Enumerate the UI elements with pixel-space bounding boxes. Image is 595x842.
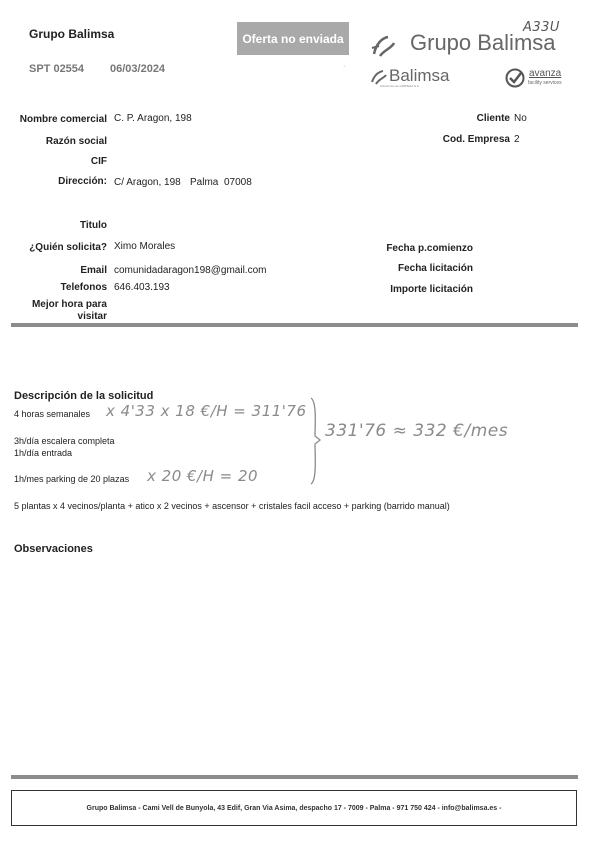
mejor-hora-label [32, 299, 107, 323]
description-line-3: 1h/día entrada [14, 448, 73, 458]
description-heading: Descripción de la solicitud [14, 390, 154, 402]
quien-solicita-value: Ximo Morales [114, 241, 176, 252]
avanza-text: avanza [529, 68, 562, 79]
mejor-hora-label-line1: Mejor hora para [31, 299, 107, 310]
cod-empresa-value: 2 [514, 134, 520, 145]
cif-label: CIF [90, 156, 107, 167]
handwritten-calc-1: x 4'33 x 18 €/H = 311'76 [106, 402, 307, 420]
cliente-value: No [514, 113, 527, 124]
description-line-5: 5 plantas x 4 vecinos/planta + atico x 2 vecinos + ascensor + cristales facil acceso + parking (barrido manual) [14, 501, 450, 511]
observaciones-heading: Observaciones [14, 543, 93, 555]
stray-mark: · [343, 63, 346, 70]
ciudad-value: Palma [190, 177, 219, 188]
handwritten-brace-icon [309, 396, 321, 486]
company-name: Grupo Balimsa [29, 27, 115, 41]
balimsa-mark-icon [370, 34, 398, 60]
section-divider-top [11, 323, 578, 327]
logo-ref-handwritten: A33U [523, 20, 560, 35]
direccion-value: C/ Aragon, 198 [114, 177, 181, 188]
mejor-hora-label-line2: visitar [77, 311, 107, 322]
avanza-subtext: facility services [528, 80, 562, 86]
logo-small-text: Balimsa [389, 66, 450, 85]
logo-main-text: Grupo Balimsa [410, 30, 556, 55]
cod-empresa-label: Cod. Empresa [442, 134, 510, 145]
nombre-comercial-label: Nombre comercial [19, 114, 107, 125]
nombre-comercial-value: C. P. Aragon, 198 [114, 113, 192, 124]
telefonos-value: 646.403.193 [114, 282, 170, 293]
email-value: comunidadaragon198@gmail.com [114, 265, 267, 276]
description-line-4: 1h/mes parking de 20 plazas [14, 474, 130, 484]
telefonos-label: Telefonos [60, 282, 107, 293]
footer-text: Grupo Balimsa - Cami Vell de Bunyola, 43 Edif, Gran Via Asima, despacho 17 - 7009 - Palma - 971 750 424 - info@balimsa.es - [86, 804, 502, 812]
importe-licitacion-label: Importe licitación [390, 284, 473, 295]
direccion-label: Dirección: [58, 176, 107, 187]
handwritten-calc-2: x 20 €/H = 20 [147, 467, 259, 485]
document-code: SPT 02554 [29, 63, 85, 75]
fecha-comienzo-label: Fecha p.comienzo [386, 243, 473, 254]
status-stamp: Oferta no enviada [237, 22, 349, 55]
description-line-1: 4 horas semanales [14, 409, 91, 419]
section-divider-bottom [11, 775, 578, 779]
titulo-label: Titulo [79, 220, 107, 231]
quien-solicita-label: ¿Quién solicita? [29, 242, 107, 253]
logo-small-subtext: Soluciones de LIMPIEZA S.A. [380, 84, 420, 88]
handwritten-total: 331'76 ≈ 332 €/mes [325, 421, 509, 441]
cliente-label: Cliente [476, 113, 510, 124]
codigo-postal-value: 07008 [224, 177, 252, 188]
balimsa-small-mark-icon [370, 69, 388, 85]
avanza-check-icon [505, 68, 525, 88]
description-line-2: 3h/día escalera completa [14, 436, 115, 446]
email-label: Email [80, 265, 107, 276]
fecha-licitacion-label: Fecha licitación [397, 263, 473, 274]
footer [11, 790, 577, 826]
document-date: 06/03/2024 [110, 63, 166, 75]
razon-social-label: Razón social [45, 136, 107, 147]
